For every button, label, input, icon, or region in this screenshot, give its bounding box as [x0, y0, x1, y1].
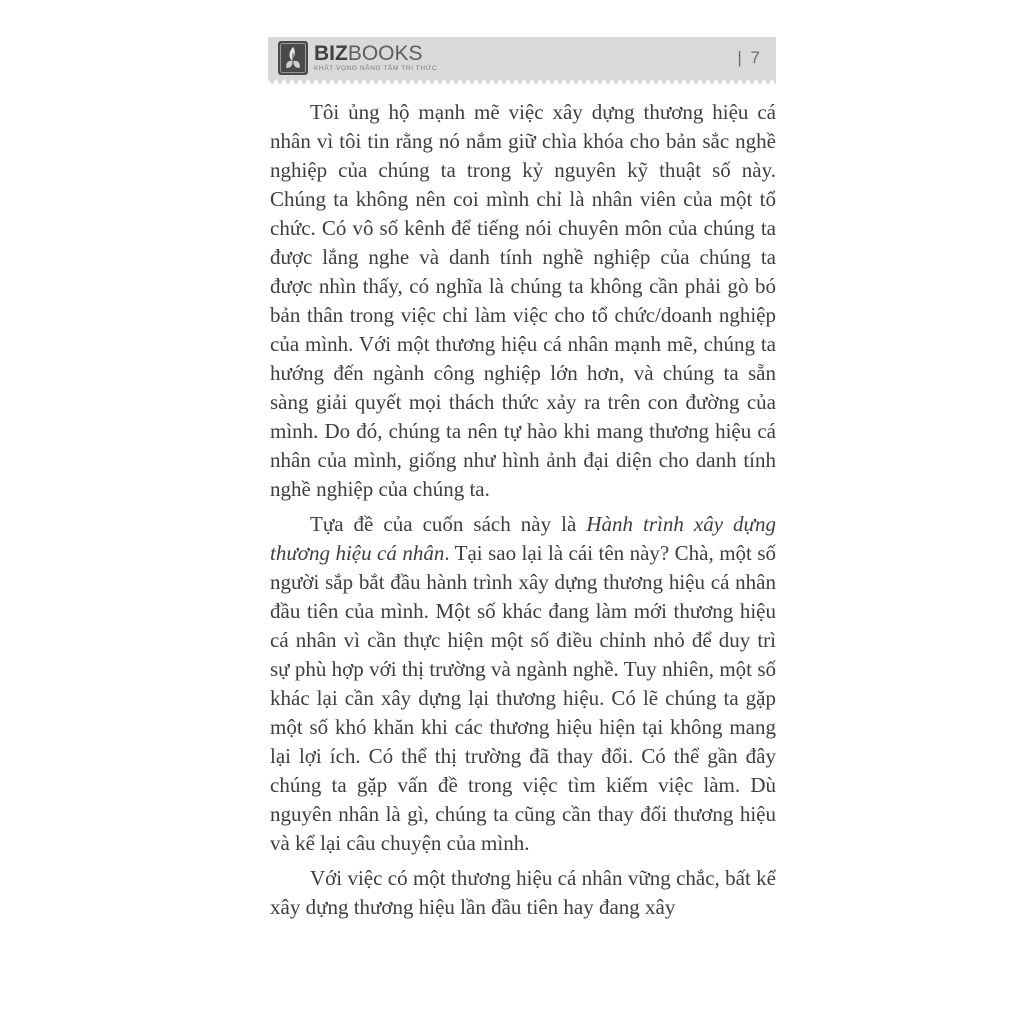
paragraph-2-lead: Tựa đề của cuốn sách này là	[310, 512, 587, 536]
paragraph-2-rest: . Tại sao lại là cái tên này? Chà, một số người sắp bắt đầu hành trình xây dựng thương hiệu cá nhân đầu tiên của mình. Một số khác đang làm mới thương hiệu cá nhân vì cần thực hiện một số điều chỉnh nhỏ để duy trì sự phù hợp với thị trường và ngành nghề. Tuy nhiên, một số khác lại cần xây dựng lại thương hiệu. Có lẽ chúng ta gặp một số khó khăn khi các thương hiệu hiện tại không mang lại lợi ích. Có thể thị trường đã thay đổi. Có thể gần đây chúng ta gặp vấn đề trong việc tìm kiếm việc làm. Dù nguyên nhân là gì, chúng ta cũng cần thay đổi thương hiệu và kể lại câu chuyện của mình.	[270, 541, 776, 855]
page-number: | 7	[737, 48, 762, 67]
brand-name-books: BOOKS	[347, 42, 423, 66]
book-title-italic: Hành trình xây dựng thương hiệu cá nhân	[270, 512, 776, 565]
paragraph-3: Với việc có một thương hiệu cá nhân vững chắc, bất kể xây dựng thương hiệu lần đầu tiên hay đang xây	[270, 866, 776, 919]
paragraph-1: Tôi ủng hộ mạnh mẽ việc xây dựng thương hiệu cá nhân vì tôi tin rằng nó nắm giữ chìa khóa cho bản sắc nghề nghiệp của chúng ta trong kỷ nguyên kỹ thuật số này. Chúng ta không nên coi mình chỉ là nhân viên của một tổ chức. Có vô số kênh để tiếng nói chuyên môn của chúng ta được lắng nghe và danh tính nghề nghiệp của chúng ta được nhìn thấy, có nghĩa là chúng ta không cần phải gò bó bản thân trong việc chỉ làm việc cho tổ chức/doanh nghiệp của mình. Với một thương hiệu cá nhân mạnh mẽ, chúng ta hướng đến ngành công nghiệp lớn hơn, và chúng ta sẵn sàng giải quyết mọi thách thức xảy ra trên con đường của mình. Do đó, chúng ta nên tự hào khi mang thương hiệu cá nhân của mình, giống như hình ảnh đại diện cho danh tính nghề nghiệp của chúng ta.	[270, 100, 776, 501]
page-body	[270, 98, 776, 928]
brand-tagline: KHÁT VỌNG NÂNG TẦM TRI THỨC	[314, 65, 438, 73]
header-perforation-edge	[268, 79, 776, 86]
brand-name	[314, 43, 437, 64]
bizbooks-logo-icon	[278, 41, 308, 75]
brand-block	[314, 43, 437, 73]
paragraph-2	[270, 510, 776, 858]
brand-name-biz: BIZ	[314, 42, 348, 66]
page-header	[268, 37, 776, 79]
bizbooks-logo	[278, 41, 437, 75]
